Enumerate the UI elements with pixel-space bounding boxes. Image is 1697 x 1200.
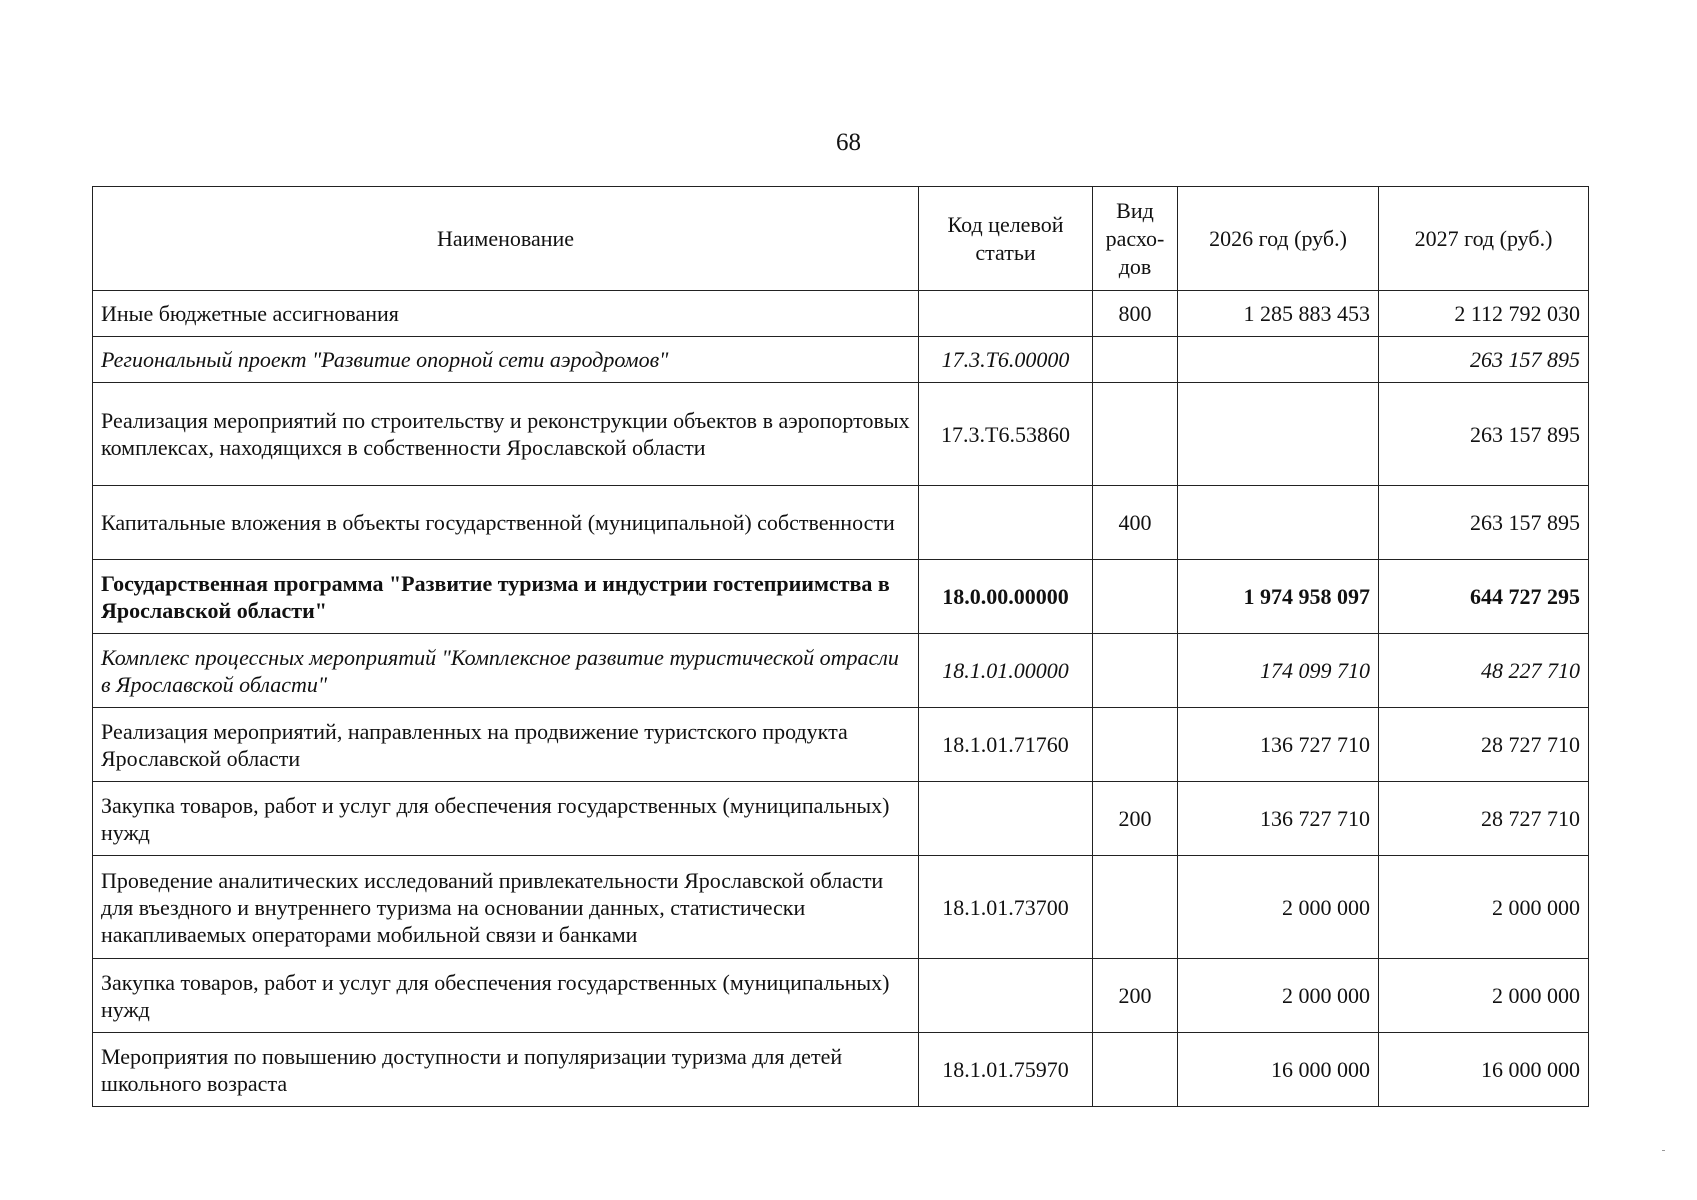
row-2026: 136 727 710 — [1178, 782, 1379, 856]
row-kind: 400 — [1093, 486, 1178, 560]
header-code: Код целевой статьи — [919, 187, 1093, 291]
table-row — [93, 337, 1589, 383]
row-name: Реализация мероприятий, направленных на продвижение туристского продукта Ярославской области — [93, 708, 919, 782]
row-2026: 1 285 883 453 — [1178, 291, 1379, 337]
row-code — [919, 291, 1093, 337]
row-2027: 263 157 895 — [1379, 486, 1589, 560]
row-code: 18.1.01.73700 — [919, 856, 1093, 959]
row-code — [919, 782, 1093, 856]
row-kind — [1093, 383, 1178, 486]
row-name: Государственная программа "Развитие туризма и индустрии гостеприимства в Ярославской области" — [93, 560, 919, 634]
row-kind: 800 — [1093, 291, 1178, 337]
row-code: 18.0.00.00000 — [919, 560, 1093, 634]
row-2027: 2 000 000 — [1379, 856, 1589, 959]
row-kind — [1093, 856, 1178, 959]
row-2026 — [1178, 486, 1379, 560]
row-2026: 16 000 000 — [1178, 1033, 1379, 1107]
row-name: Комплекс процессных мероприятий "Комплексное развитие туристической отрасли в Ярославской области" — [93, 634, 919, 708]
row-2026: 1 974 958 097 — [1178, 560, 1379, 634]
row-2026 — [1178, 337, 1379, 383]
row-code: 18.1.01.00000 — [919, 634, 1093, 708]
row-name: Иные бюджетные ассигнования — [93, 291, 919, 337]
row-kind — [1093, 708, 1178, 782]
row-code: 17.3.Т6.53860 — [919, 383, 1093, 486]
row-code: 17.3.Т6.00000 — [919, 337, 1093, 383]
row-name: Капитальные вложения в объекты государственной (муниципальной) собственности — [93, 486, 919, 560]
row-2026 — [1178, 383, 1379, 486]
page-number: 68 — [836, 129, 861, 156]
row-2027: 263 157 895 — [1379, 337, 1589, 383]
table-row — [93, 959, 1589, 1033]
row-2027: 28 727 710 — [1379, 708, 1589, 782]
scan-edge-mark — [1662, 1150, 1665, 1151]
row-name: Реализация мероприятий по строительству и реконструкции объектов в аэропортовых комплексах, находящихся в собственности Ярославской области — [93, 383, 919, 486]
row-code: 18.1.01.75970 — [919, 1033, 1093, 1107]
row-2026: 2 000 000 — [1178, 959, 1379, 1033]
row-kind: 200 — [1093, 782, 1178, 856]
header-kind: Вид расхо-дов — [1093, 187, 1178, 291]
row-2027: 644 727 295 — [1379, 560, 1589, 634]
table-row — [93, 634, 1589, 708]
table-header-row — [93, 187, 1589, 291]
row-2026: 174 099 710 — [1178, 634, 1379, 708]
row-kind — [1093, 634, 1178, 708]
header-2027: 2027 год (руб.) — [1379, 187, 1589, 291]
row-2026: 136 727 710 — [1178, 708, 1379, 782]
row-2026: 2 000 000 — [1178, 856, 1379, 959]
row-name: Региональный проект "Развитие опорной сети аэродромов" — [93, 337, 919, 383]
table-row — [93, 383, 1589, 486]
table-row — [93, 560, 1589, 634]
row-code — [919, 959, 1093, 1033]
row-2027: 48 227 710 — [1379, 634, 1589, 708]
row-code: 18.1.01.71760 — [919, 708, 1093, 782]
table-row — [93, 291, 1589, 337]
row-2027: 16 000 000 — [1379, 1033, 1589, 1107]
row-name: Закупка товаров, работ и услуг для обеспечения государственных (муниципальных) нужд — [93, 959, 919, 1033]
header-name: Наименование — [93, 187, 919, 291]
table-row — [93, 782, 1589, 856]
row-name: Закупка товаров, работ и услуг для обеспечения государственных (муниципальных) нужд — [93, 782, 919, 856]
row-kind: 200 — [1093, 959, 1178, 1033]
table-row — [93, 486, 1589, 560]
row-2027: 2 112 792 030 — [1379, 291, 1589, 337]
table-row — [93, 1033, 1589, 1107]
budget-table — [92, 186, 1589, 1107]
row-kind — [1093, 1033, 1178, 1107]
row-kind — [1093, 337, 1178, 383]
row-2027: 263 157 895 — [1379, 383, 1589, 486]
row-2027: 28 727 710 — [1379, 782, 1589, 856]
table-row — [93, 856, 1589, 959]
row-2027: 2 000 000 — [1379, 959, 1589, 1033]
row-code — [919, 486, 1093, 560]
row-name: Проведение аналитических исследований привлекательности Ярославской области для въездного и внутреннего туризма на основании данных, статистически накапливаемых операторами мобильной связи и банками — [93, 856, 919, 959]
row-kind — [1093, 560, 1178, 634]
header-2026: 2026 год (руб.) — [1178, 187, 1379, 291]
row-name: Мероприятия по повышению доступности и популяризации туризма для детей школьного возраста — [93, 1033, 919, 1107]
table-row — [93, 708, 1589, 782]
